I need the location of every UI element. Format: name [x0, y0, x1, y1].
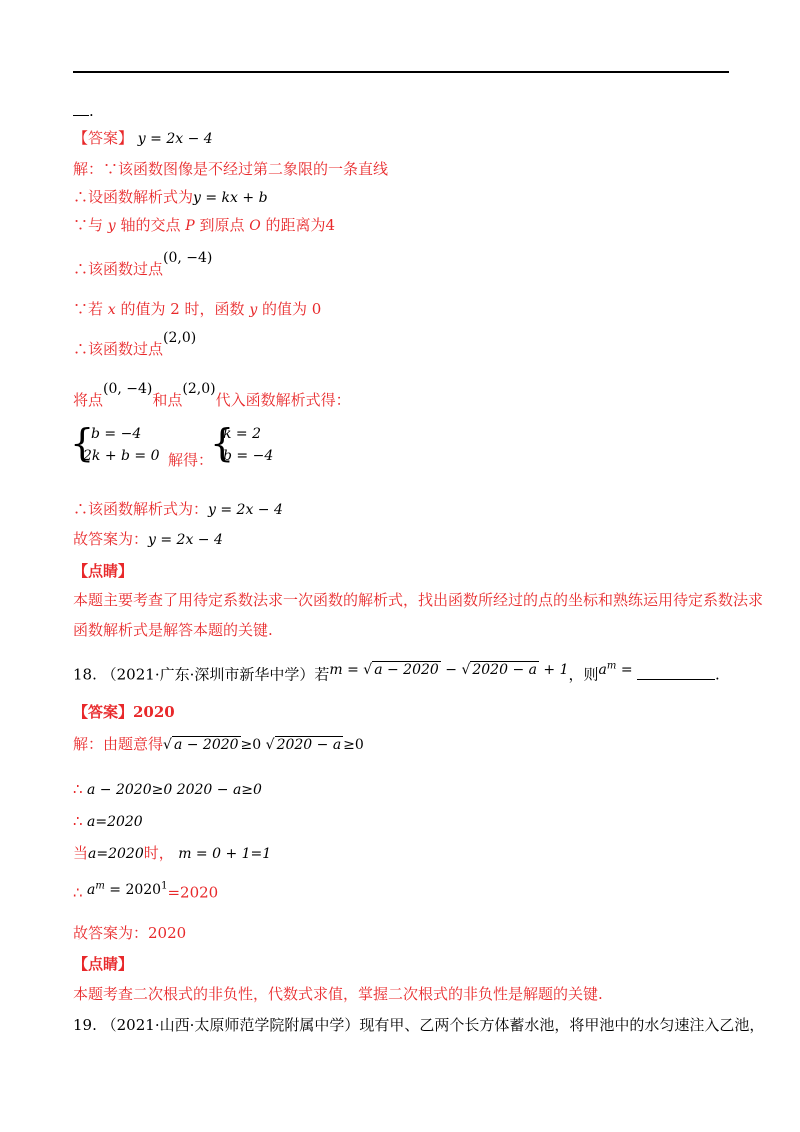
top-blank-line — [73, 101, 94, 121]
text: 将点 — [73, 391, 104, 409]
q19-question — [73, 1015, 764, 1035]
text: 故答案为： — [73, 530, 149, 548]
q18-comment: 本题考查二次根式的非负性，代数式求值，掌握二次根式的非负性是解题的关键. — [73, 985, 603, 1003]
point-0-neg4: (0, −4) — [103, 381, 153, 397]
sqrt-term: a − 2020 — [173, 737, 239, 753]
header-rule — [73, 71, 729, 73]
system2-row1: k = 2 — [223, 426, 262, 442]
expr: − — [440, 661, 462, 678]
q18-equation: m = √ a − 2020 − √ 2020 − a + 1 — [329, 661, 569, 678]
q18-a-power — [599, 662, 637, 678]
q17-line6 — [73, 330, 197, 360]
expr: a=2020 — [82, 814, 143, 830]
result: =2020 — [167, 883, 219, 902]
q19-text: （2021·山西·太原师范学院附属中学）现有甲、乙两个长方体蓄水池，将甲池中的水匀速注入乙池， — [101, 1016, 765, 1034]
point-2-0: (2,0) — [182, 381, 216, 397]
q18-comment-tag: 【点睛】 — [73, 955, 134, 973]
expr: m = 0 + 1=1 — [173, 846, 272, 862]
q18-line3 — [73, 811, 143, 832]
text: ∵若 — [73, 300, 108, 318]
q18-line2 — [73, 779, 262, 800]
therefore-symbol: ∴ — [73, 780, 83, 798]
text: 到原点 — [194, 216, 250, 234]
var-y: y — [249, 302, 258, 318]
var-y: y — [107, 218, 116, 234]
q17-line4 — [73, 250, 213, 280]
text: ∵与 — [73, 216, 108, 234]
left-brace: { — [70, 421, 95, 465]
equation-system-1 — [70, 421, 160, 468]
end-period: . — [715, 665, 720, 684]
text: 的值为 0 — [257, 300, 322, 318]
answer-expr: y = 2x − 4 — [137, 131, 213, 147]
therefore-symbol: ∴ — [73, 883, 83, 902]
var-x: x — [107, 302, 116, 318]
system2-row2: b = −4 — [223, 448, 274, 464]
q17-comment-line1: 本题主要考查了用待定系数法求一次函数的解析式，找出函数所经过的点的坐标和熟练运用待定系数法求 — [73, 591, 764, 609]
answer-tag: 【答案】 — [73, 129, 134, 147]
q17-comment-tag: 【点睛】 — [73, 562, 134, 580]
text: 和点 — [152, 391, 183, 409]
solve-label: 解得： — [168, 451, 214, 469]
var-P: P — [185, 218, 195, 234]
q17-line3 — [73, 215, 335, 236]
exponent: 1 — [161, 880, 168, 891]
q17-line8 — [73, 499, 283, 520]
value: = 2020 — [104, 881, 162, 898]
text: 当 — [73, 844, 89, 862]
sqrt-term: a − 2020 — [374, 661, 439, 678]
q17-line1: 解：∵该函数图像是不经过第二象限的一条直线 — [73, 160, 389, 178]
q18-answer-blank — [637, 679, 715, 680]
expr: m = — [329, 661, 364, 678]
q17-line2 — [73, 187, 268, 208]
text: ∴该函数过点 — [73, 260, 164, 278]
q18-question — [73, 662, 720, 686]
q17-line5 — [73, 299, 321, 320]
q17-line2-text: ∴设函数解析式为 — [73, 188, 194, 206]
system1-row1: b = −4 — [91, 426, 142, 442]
text: 的值为 2 时，函数 — [115, 300, 250, 318]
ge-zero: ≥0 — [240, 737, 266, 753]
q18-number: 18. — [73, 665, 97, 684]
period: . — [89, 102, 94, 120]
expr: y = 2x − 4 — [148, 532, 223, 548]
expr: + 1 — [538, 661, 569, 678]
sqrt-term: 2020 − a — [472, 661, 537, 678]
expr: y = 2x − 4 — [208, 502, 283, 518]
q18-then: ，则 — [568, 665, 599, 684]
therefore-symbol: ∴ — [73, 812, 83, 830]
q17-line7 — [73, 381, 351, 411]
q18-line4 — [73, 843, 271, 864]
q17-line9 — [73, 529, 223, 550]
base: a — [82, 881, 96, 898]
q18-source: （2021·广东·深圳市新华中学）若 — [101, 665, 330, 684]
equation-system-2 — [210, 421, 283, 468]
q17-answer-line — [73, 128, 213, 149]
text: 轴的交点 — [115, 216, 186, 234]
q17-comment-line2: 函数解析式是解答本题的关键. — [73, 621, 273, 639]
text: 代入函数解析式得： — [215, 391, 351, 409]
base: a — [598, 661, 607, 678]
exponent: m — [95, 880, 105, 891]
q18-line1: 解：由题意得√ a − 2020 ≥0 √ 2020 − a ≥0 — [73, 735, 364, 753]
point-0-neg4: (0, −4) — [163, 250, 213, 266]
text: 的距离为4 — [260, 216, 336, 234]
q17-line2-expr: y = kx + b — [193, 190, 268, 206]
text: 时， — [143, 844, 174, 862]
left-brace: { — [210, 421, 235, 465]
sqrt-term: 2020 − a — [276, 737, 342, 753]
q18-line5 — [73, 880, 218, 904]
exponent: m — [606, 660, 617, 671]
point-2-0: (2,0) — [163, 330, 197, 346]
expr: a=2020 — [88, 846, 144, 862]
text: 解：由题意得 — [73, 735, 164, 753]
answer-blank — [73, 115, 89, 116]
equals: = — [616, 661, 638, 678]
q18-final: 故答案为：2020 — [73, 924, 187, 942]
var-O: O — [249, 218, 261, 234]
q18-answer: 【答案】2020 — [73, 703, 175, 721]
q19-number: 19. — [73, 1016, 97, 1034]
system1-row2: 2k + b = 0 — [83, 448, 160, 464]
ge-zero: ≥0 — [343, 737, 364, 753]
expr — [83, 882, 168, 898]
expr: a − 2020≥0 2020 − a≥0 — [82, 782, 262, 798]
text: ∴该函数解析式为： — [73, 500, 209, 518]
text: ∴该函数过点 — [73, 340, 164, 358]
